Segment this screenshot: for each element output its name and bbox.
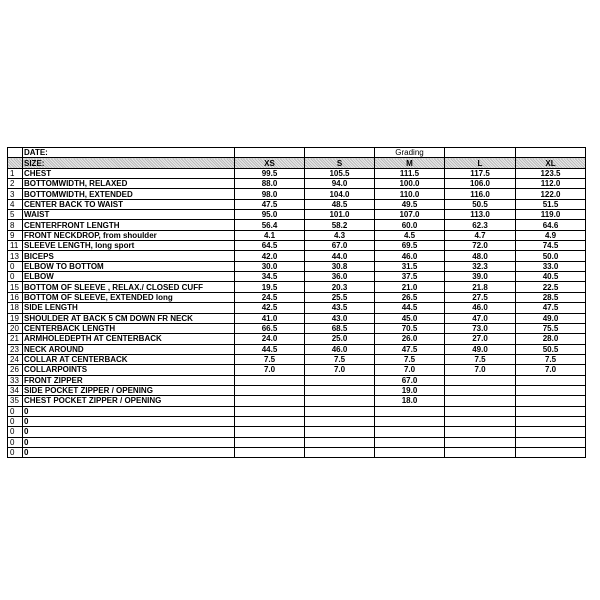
value-l[interactable]: [445, 396, 516, 406]
row-number[interactable]: 0: [8, 447, 23, 457]
value-xl[interactable]: 22.5: [516, 282, 586, 292]
row-number[interactable]: 35: [8, 396, 23, 406]
value-xs[interactable]: 42.0: [235, 251, 305, 261]
value-xl[interactable]: [516, 406, 586, 416]
value-xs[interactable]: [235, 406, 305, 416]
value-m[interactable]: 18.0: [375, 396, 445, 406]
row-number[interactable]: 1: [8, 168, 23, 178]
value-m[interactable]: 19.0: [375, 385, 445, 395]
measurement-row: [8, 282, 586, 292]
date-xs-cell[interactable]: [235, 148, 305, 158]
value-m[interactable]: 46.0: [375, 251, 445, 261]
value-m[interactable]: 7.0: [375, 365, 445, 375]
measurement-row: [8, 251, 586, 261]
row-number[interactable]: 19: [8, 313, 23, 323]
value-s[interactable]: 30.8: [305, 261, 375, 271]
measurement-name[interactable]: COLLARPOINTS: [23, 365, 235, 375]
value-m[interactable]: 26.0: [375, 334, 445, 344]
value-xs[interactable]: [235, 396, 305, 406]
value-l[interactable]: 50.5: [445, 199, 516, 209]
row-number[interactable]: 4: [8, 199, 23, 209]
value-s[interactable]: [305, 416, 375, 426]
measurement-row: [8, 396, 586, 406]
value-xl[interactable]: [516, 375, 586, 385]
row-number[interactable]: 24: [8, 354, 23, 364]
value-xs[interactable]: [235, 447, 305, 457]
value-m[interactable]: 44.5: [375, 303, 445, 313]
value-xs[interactable]: 99.5: [235, 168, 305, 178]
value-s[interactable]: 46.0: [305, 344, 375, 354]
value-m[interactable]: 69.5: [375, 241, 445, 251]
value-m[interactable]: 37.5: [375, 272, 445, 282]
value-xl[interactable]: 4.9: [516, 230, 586, 240]
row-number[interactable]: 8: [8, 220, 23, 230]
measurement-row: [8, 427, 586, 437]
value-m[interactable]: 110.0: [375, 189, 445, 199]
value-m[interactable]: 100.0: [375, 179, 445, 189]
value-l[interactable]: 7.0: [445, 365, 516, 375]
measurement-row: [8, 303, 586, 313]
value-l[interactable]: [445, 416, 516, 426]
value-s[interactable]: 25.0: [305, 334, 375, 344]
value-xl[interactable]: 122.0: [516, 189, 586, 199]
value-s[interactable]: [305, 406, 375, 416]
measurement-row: [8, 447, 586, 457]
value-xs[interactable]: 24.0: [235, 334, 305, 344]
measurement-row: [8, 168, 586, 178]
value-s[interactable]: 68.5: [305, 323, 375, 333]
value-l[interactable]: 72.0: [445, 241, 516, 251]
measurement-name[interactable]: ARMHOLEDEPTH AT CENTERBACK: [23, 334, 235, 344]
measurement-name[interactable]: CHEST POCKET ZIPPER / OPENING: [23, 396, 235, 406]
value-l[interactable]: 113.0: [445, 210, 516, 220]
value-s[interactable]: [305, 427, 375, 437]
value-m[interactable]: [375, 406, 445, 416]
size-label: SIZE:: [23, 158, 235, 168]
value-m[interactable]: 4.5: [375, 230, 445, 240]
value-l[interactable]: 116.0: [445, 189, 516, 199]
value-l[interactable]: [445, 385, 516, 395]
value-xs[interactable]: 56.4: [235, 220, 305, 230]
date-label[interactable]: DATE:: [23, 148, 235, 158]
measurement-row: [8, 189, 586, 199]
value-s[interactable]: [305, 375, 375, 385]
value-xs[interactable]: 30.0: [235, 261, 305, 271]
measurement-row: [8, 230, 586, 240]
size-spec-table: [7, 147, 586, 458]
row-number[interactable]: 11: [8, 241, 23, 251]
value-xl[interactable]: 51.5: [516, 199, 586, 209]
value-xs[interactable]: 4.1: [235, 230, 305, 240]
measurement-row: [8, 220, 586, 230]
value-l[interactable]: 39.0: [445, 272, 516, 282]
value-m[interactable]: 107.0: [375, 210, 445, 220]
value-s[interactable]: 20.3: [305, 282, 375, 292]
measurement-row: [8, 344, 586, 354]
row-number[interactable]: 23: [8, 344, 23, 354]
value-s[interactable]: 25.5: [305, 292, 375, 302]
measurement-name[interactable]: BOTTOM OF SLEEVE, EXTENDED long: [23, 292, 235, 302]
value-m[interactable]: 21.0: [375, 282, 445, 292]
value-xl[interactable]: [516, 385, 586, 395]
measurement-row: [8, 365, 586, 375]
value-xl[interactable]: 47.5: [516, 303, 586, 313]
value-xl[interactable]: 119.0: [516, 210, 586, 220]
measurement-row: [8, 437, 586, 447]
measurement-row: [8, 210, 586, 220]
measurement-row: [8, 416, 586, 426]
value-xl[interactable]: [516, 416, 586, 426]
measurement-name[interactable]: CENTER BACK TO WAIST: [23, 199, 235, 209]
measurement-name[interactable]: WAIST: [23, 210, 235, 220]
value-xs[interactable]: 98.0: [235, 189, 305, 199]
value-l[interactable]: 48.0: [445, 251, 516, 261]
value-m[interactable]: [375, 427, 445, 437]
row-number[interactable]: 15: [8, 282, 23, 292]
value-xl[interactable]: [516, 396, 586, 406]
value-xs[interactable]: 95.0: [235, 210, 305, 220]
measurement-row: [8, 323, 586, 333]
value-s[interactable]: 7.5: [305, 354, 375, 364]
row-number[interactable]: 0: [8, 427, 23, 437]
value-xl[interactable]: 75.5: [516, 323, 586, 333]
measurement-name[interactable]: CENTERFRONT LENGTH: [23, 220, 235, 230]
value-xl[interactable]: 50.5: [516, 344, 586, 354]
row-number[interactable]: 16: [8, 292, 23, 302]
value-xs[interactable]: 44.5: [235, 344, 305, 354]
value-xl[interactable]: 28.0: [516, 334, 586, 344]
value-xl[interactable]: [516, 437, 586, 447]
date-xl-cell[interactable]: [516, 148, 586, 158]
value-m[interactable]: [375, 437, 445, 447]
value-xl[interactable]: 33.0: [516, 261, 586, 271]
size-header-xl: XL: [516, 158, 586, 168]
value-l[interactable]: 21.8: [445, 282, 516, 292]
value-xl[interactable]: 74.5: [516, 241, 586, 251]
row-number[interactable]: 26: [8, 365, 23, 375]
measurement-row: [8, 179, 586, 189]
row-number[interactable]: 34: [8, 385, 23, 395]
value-m[interactable]: 31.5: [375, 261, 445, 271]
value-m[interactable]: 70.5: [375, 323, 445, 333]
measurement-name[interactable]: BOTTOMWIDTH, RELAXED: [23, 179, 235, 189]
value-m[interactable]: 111.5: [375, 168, 445, 178]
value-xs[interactable]: 24.5: [235, 292, 305, 302]
value-m[interactable]: 67.0: [375, 375, 445, 385]
value-m[interactable]: 7.5: [375, 354, 445, 364]
value-s[interactable]: 4.3: [305, 230, 375, 240]
measurement-name[interactable]: SHOULDER AT BACK 5 CM DOWN FR NECK: [23, 313, 235, 323]
value-xs[interactable]: 47.5: [235, 199, 305, 209]
row-number[interactable]: 0: [8, 406, 23, 416]
measurement-name[interactable]: 0: [23, 437, 235, 447]
value-l[interactable]: 32.3: [445, 261, 516, 271]
row-number[interactable]: 0: [8, 437, 23, 447]
value-s[interactable]: 44.0: [305, 251, 375, 261]
value-xl[interactable]: 49.0: [516, 313, 586, 323]
value-xs[interactable]: 19.5: [235, 282, 305, 292]
value-xs[interactable]: 34.5: [235, 272, 305, 282]
value-l[interactable]: [445, 427, 516, 437]
measurement-name[interactable]: 0: [23, 427, 235, 437]
measurement-name[interactable]: SIDE POCKET ZIPPER / OPENING: [23, 385, 235, 395]
value-l[interactable]: 27.0: [445, 334, 516, 344]
value-l[interactable]: 106.0: [445, 179, 516, 189]
value-xl[interactable]: 7.5: [516, 354, 586, 364]
value-s[interactable]: 43.5: [305, 303, 375, 313]
value-m[interactable]: 26.5: [375, 292, 445, 302]
value-xl[interactable]: [516, 427, 586, 437]
value-xs[interactable]: [235, 437, 305, 447]
measurement-name[interactable]: CENTERBACK LENGTH: [23, 323, 235, 333]
measurement-row: [8, 385, 586, 395]
row-number[interactable]: 13: [8, 251, 23, 261]
value-s[interactable]: 94.0: [305, 179, 375, 189]
value-l[interactable]: 62.3: [445, 220, 516, 230]
value-xl[interactable]: 123.5: [516, 168, 586, 178]
measurement-name[interactable]: COLLAR AT CENTERBACK: [23, 354, 235, 364]
row-number[interactable]: 0: [8, 272, 23, 282]
value-xl[interactable]: 28.5: [516, 292, 586, 302]
value-m[interactable]: [375, 416, 445, 426]
grading-label: Grading: [375, 148, 445, 158]
value-xl[interactable]: [516, 447, 586, 457]
value-s[interactable]: 36.0: [305, 272, 375, 282]
date-l-cell[interactable]: [445, 148, 516, 158]
value-m[interactable]: 47.5: [375, 344, 445, 354]
measurement-row: [8, 292, 586, 302]
measurement-name[interactable]: FRONT ZIPPER: [23, 375, 235, 385]
row-number[interactable]: 18: [8, 303, 23, 313]
size-header-row: [8, 158, 586, 168]
value-m[interactable]: 49.5: [375, 199, 445, 209]
value-xs[interactable]: 66.5: [235, 323, 305, 333]
measurement-name[interactable]: SIDE LENGTH: [23, 303, 235, 313]
value-l[interactable]: 49.0: [445, 344, 516, 354]
measurement-name[interactable]: 0: [23, 447, 235, 457]
value-xs[interactable]: 41.0: [235, 313, 305, 323]
date-num-cell: [8, 148, 23, 158]
measurement-name[interactable]: BICEPS: [23, 251, 235, 261]
measurement-name[interactable]: ELBOW: [23, 272, 235, 282]
value-s[interactable]: 101.0: [305, 210, 375, 220]
value-s[interactable]: 48.5: [305, 199, 375, 209]
value-xs[interactable]: [235, 375, 305, 385]
row-number[interactable]: 2: [8, 179, 23, 189]
measurement-name[interactable]: BOTTOM OF SLEEVE , RELAX./ CLOSED CUFF: [23, 282, 235, 292]
row-number[interactable]: 20: [8, 323, 23, 333]
value-xl[interactable]: 64.6: [516, 220, 586, 230]
value-s[interactable]: 43.0: [305, 313, 375, 323]
value-l[interactable]: [445, 447, 516, 457]
measurement-row: [8, 406, 586, 416]
value-xl[interactable]: 50.0: [516, 251, 586, 261]
value-xl[interactable]: 112.0: [516, 179, 586, 189]
value-l[interactable]: 46.0: [445, 303, 516, 313]
value-s[interactable]: [305, 396, 375, 406]
value-l[interactable]: 47.0: [445, 313, 516, 323]
row-number[interactable]: 0: [8, 261, 23, 271]
row-number[interactable]: 0: [8, 416, 23, 426]
value-l[interactable]: [445, 437, 516, 447]
value-xl[interactable]: 7.0: [516, 365, 586, 375]
row-number[interactable]: 33: [8, 375, 23, 385]
value-s[interactable]: 104.0: [305, 189, 375, 199]
value-xs[interactable]: 42.5: [235, 303, 305, 313]
value-s[interactable]: [305, 385, 375, 395]
measurement-name[interactable]: ELBOW TO BOTTOM: [23, 261, 235, 271]
value-xs[interactable]: 88.0: [235, 179, 305, 189]
value-m[interactable]: 60.0: [375, 220, 445, 230]
value-m[interactable]: [375, 447, 445, 457]
value-s[interactable]: 58.2: [305, 220, 375, 230]
value-s[interactable]: 105.5: [305, 168, 375, 178]
value-xs[interactable]: [235, 385, 305, 395]
measurement-row: [8, 334, 586, 344]
row-number[interactable]: 5: [8, 210, 23, 220]
measurement-row: [8, 261, 586, 271]
row-number[interactable]: 3: [8, 189, 23, 199]
value-s[interactable]: 7.0: [305, 365, 375, 375]
value-xs[interactable]: [235, 427, 305, 437]
row-number[interactable]: 21: [8, 334, 23, 344]
value-l[interactable]: 7.5: [445, 354, 516, 364]
size-header-xs: XS: [235, 158, 305, 168]
value-l[interactable]: 73.0: [445, 323, 516, 333]
measurement-name[interactable]: 0: [23, 406, 235, 416]
value-xs[interactable]: [235, 416, 305, 426]
value-l[interactable]: [445, 406, 516, 416]
size-num-cell: [8, 158, 23, 168]
measurement-row: [8, 375, 586, 385]
row-number[interactable]: 9: [8, 230, 23, 240]
date-row: [8, 148, 586, 158]
measurement-name[interactable]: FRONT NECKDROP, from shoulder: [23, 230, 235, 240]
size-header-l: L: [445, 158, 516, 168]
value-xs[interactable]: 64.5: [235, 241, 305, 251]
measurement-row: [8, 272, 586, 282]
measurement-row: [8, 241, 586, 251]
value-xl[interactable]: 40.5: [516, 272, 586, 282]
value-s[interactable]: [305, 447, 375, 457]
value-l[interactable]: 4.7: [445, 230, 516, 240]
measurement-row: [8, 354, 586, 364]
measurement-name[interactable]: SLEEVE LENGTH, long sport: [23, 241, 235, 251]
measurement-name[interactable]: BOTTOMWIDTH, EXTENDED: [23, 189, 235, 199]
measurement-name[interactable]: CHEST: [23, 168, 235, 178]
measurement-name[interactable]: NECK AROUND: [23, 344, 235, 354]
measurement-name[interactable]: 0: [23, 416, 235, 426]
value-xs[interactable]: 7.5: [235, 354, 305, 364]
measurement-row: [8, 313, 586, 323]
value-m[interactable]: 45.0: [375, 313, 445, 323]
value-s[interactable]: [305, 437, 375, 447]
value-l[interactable]: 117.5: [445, 168, 516, 178]
value-xs[interactable]: 7.0: [235, 365, 305, 375]
measurement-row: [8, 199, 586, 209]
value-l[interactable]: 27.5: [445, 292, 516, 302]
size-header-s: S: [305, 158, 375, 168]
value-s[interactable]: 67.0: [305, 241, 375, 251]
value-l[interactable]: [445, 375, 516, 385]
size-header-m: M: [375, 158, 445, 168]
date-s-cell[interactable]: [305, 148, 375, 158]
